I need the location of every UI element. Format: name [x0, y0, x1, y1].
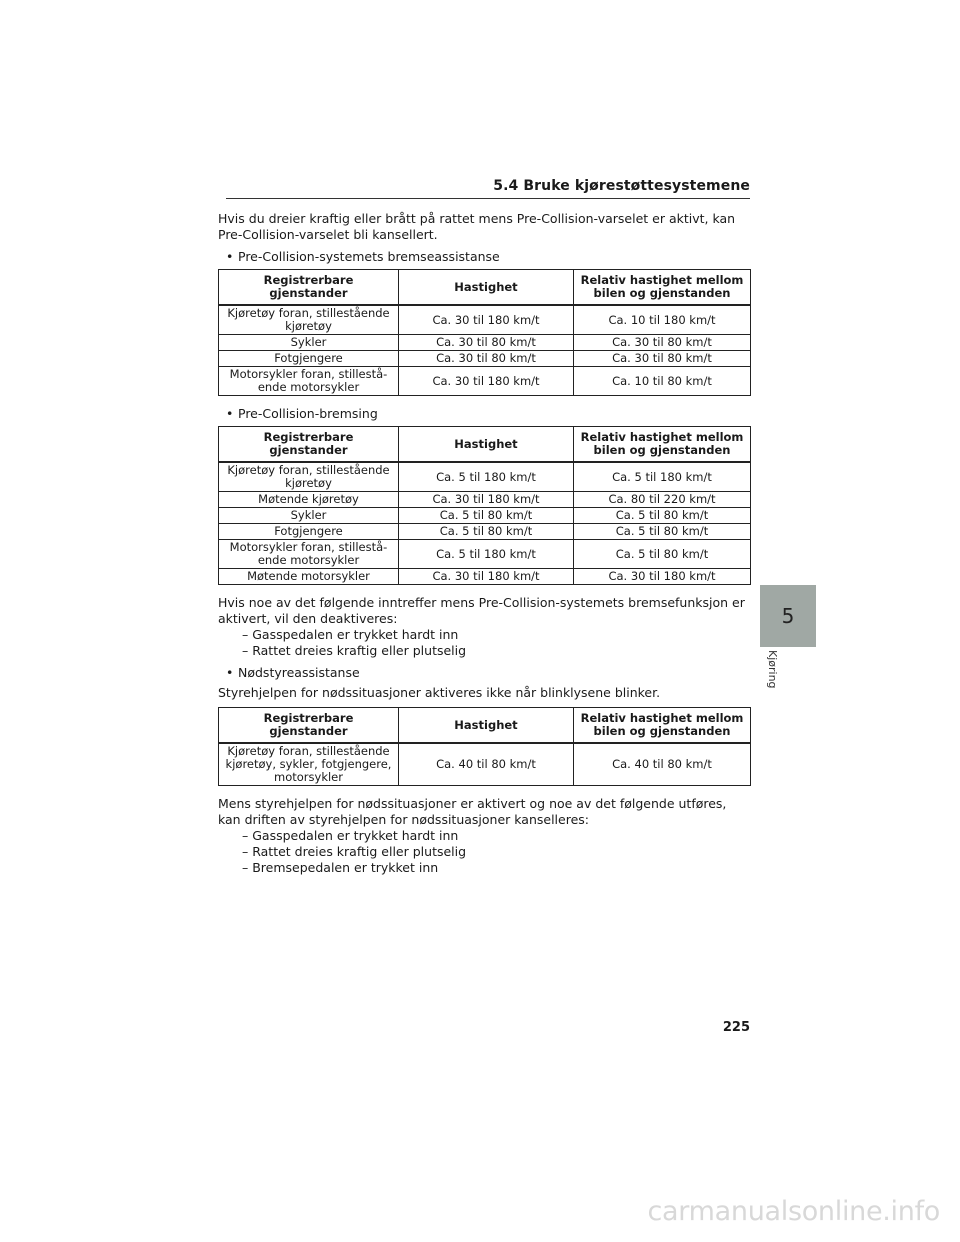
table-row: [219, 305, 751, 335]
cell-object: Møtende motorsykler: [219, 569, 399, 585]
cancellation-paragraph: Mens styrehjelpen for nødssituasjoner er aktivert og noe av det følgende utføres, kan driften av styrehjelpen for nødssituasjoner kanselleres:: [218, 796, 727, 827]
cell-speed: Ca. 30 til 180 km/t: [399, 305, 574, 335]
cell-relative-speed: Ca. 30 til 80 km/t: [574, 335, 751, 351]
deactivation-paragraph: Hvis noe av det følgende inntreffer mens Pre-Collision-systemets bremsefunksjon er aktivert, vil den deaktiveres:: [218, 595, 745, 626]
cell-relative-speed: Ca. 30 til 180 km/t: [574, 569, 751, 585]
table-row: [219, 540, 751, 569]
cell-object: Motorsykler foran, stillestå-ende motorsykler: [219, 540, 399, 569]
table-emergency-steering: [218, 707, 751, 786]
cell-object: Kjøretøy foran, stillestående kjøretøy, sykler, fotgjengere, motorsykler: [219, 743, 399, 786]
chapter-tab: [760, 585, 816, 647]
table-pre-collision-braking: [218, 426, 751, 585]
section-header: 5.4 Bruke kjørestøttesystemene: [226, 178, 750, 199]
cancellation-item: – Gasspedalen er trykket hardt inn: [242, 828, 459, 843]
cell-speed: Ca. 5 til 180 km/t: [399, 462, 574, 492]
cell-object: Kjøretøy foran, stillestående kjøretøy: [219, 462, 399, 492]
table-header-row: [219, 270, 751, 306]
cell-object: Sykler: [219, 335, 399, 351]
intro-paragraph: Hvis du dreier kraftig eller brått på rattet mens Pre-Collision-varselet er aktivt, kan Pre-Collision-varselet bli kansellert.: [218, 211, 736, 242]
column-header-objects: Registrerbare gjenstander: [263, 273, 354, 300]
watermark: carmanualsonline.info: [647, 1196, 940, 1227]
page-content: [218, 211, 752, 876]
cell-speed: Ca. 40 til 80 km/t: [399, 743, 574, 786]
cell-speed: Ca. 30 til 180 km/t: [399, 492, 574, 508]
steering-note: Styrehjelpen for nødssituasjoner aktiveres ikke når blinklysene blinker.: [218, 685, 661, 700]
column-header-speed: Hastighet: [399, 708, 574, 744]
table-row: [219, 743, 751, 786]
table-row: [219, 492, 751, 508]
table-row: [219, 351, 751, 367]
table-row: [219, 524, 751, 540]
deactivation-item: – Rattet dreies kraftig eller plutselig: [242, 643, 467, 658]
column-header-objects: Registrerbare gjenstander: [263, 711, 354, 738]
table-row: [219, 569, 751, 585]
cancellation-item: – Rattet dreies kraftig eller plutselig: [242, 844, 467, 859]
column-header-speed: Hastighet: [399, 270, 574, 306]
cell-object: Møtende kjøretøy: [219, 492, 399, 508]
chapter-number: 5: [781, 604, 795, 628]
deactivation-item: – Gasspedalen er trykket hardt inn: [242, 627, 459, 642]
column-header-speed: Hastighet: [399, 427, 574, 463]
cell-object: Fotgjengere: [219, 351, 399, 367]
cell-speed: Ca. 30 til 180 km/t: [399, 367, 574, 396]
table-brake-assist: [218, 269, 751, 396]
page-number: 225: [722, 1020, 750, 1035]
cell-relative-speed: Ca. 5 til 80 km/t: [574, 540, 751, 569]
cell-relative-speed: Ca. 10 til 180 km/t: [574, 305, 751, 335]
cancellation-item: – Bremsepedalen er trykket inn: [242, 860, 439, 875]
table-header-row: [219, 708, 751, 744]
table-row: [219, 508, 751, 524]
cell-relative-speed: Ca. 5 til 80 km/t: [574, 508, 751, 524]
cell-relative-speed: Ca. 40 til 80 km/t: [574, 743, 751, 786]
column-header-relative-speed: Relativ hastighet mellom bilen og gjenstanden: [574, 270, 751, 306]
cell-relative-speed: Ca. 80 til 220 km/t: [574, 492, 751, 508]
chapter-label: Kjøring: [766, 650, 779, 689]
cell-relative-speed: Ca. 30 til 80 km/t: [574, 351, 751, 367]
cell-speed: Ca. 5 til 80 km/t: [399, 524, 574, 540]
table-row: [219, 462, 751, 492]
bullet-brake-assist: • Pre-Collision-systemets bremseassistanse: [226, 249, 752, 265]
table-row: [219, 367, 751, 396]
column-header-relative-speed: Relativ hastighet mellom bilen og gjenstanden: [574, 708, 751, 744]
column-header-relative-speed: Relativ hastighet mellom bilen og gjenstanden: [574, 427, 751, 463]
cell-object: Motorsykler foran, stillestå-ende motorsykler: [219, 367, 399, 396]
cell-speed: Ca. 5 til 80 km/t: [399, 508, 574, 524]
cell-speed: Ca. 5 til 180 km/t: [399, 540, 574, 569]
cell-speed: Ca. 30 til 80 km/t: [399, 351, 574, 367]
cell-speed: Ca. 30 til 180 km/t: [399, 569, 574, 585]
bullet-emergency-steering: • Nødstyreassistanse: [226, 665, 752, 681]
table-header-row: [219, 427, 751, 463]
cell-relative-speed: Ca. 10 til 80 km/t: [574, 367, 751, 396]
bullet-pre-collision-braking: • Pre-Collision-bremsing: [226, 406, 752, 422]
cell-object: Kjøretøy foran, stillestående kjøretøy: [219, 305, 399, 335]
cell-object: Fotgjengere: [219, 524, 399, 540]
table-row: [219, 335, 751, 351]
cell-speed: Ca. 30 til 80 km/t: [399, 335, 574, 351]
cell-relative-speed: Ca. 5 til 80 km/t: [574, 524, 751, 540]
cell-object: Sykler: [219, 508, 399, 524]
column-header-objects: Registrerbare gjenstander: [263, 430, 354, 457]
cell-relative-speed: Ca. 5 til 180 km/t: [574, 462, 751, 492]
